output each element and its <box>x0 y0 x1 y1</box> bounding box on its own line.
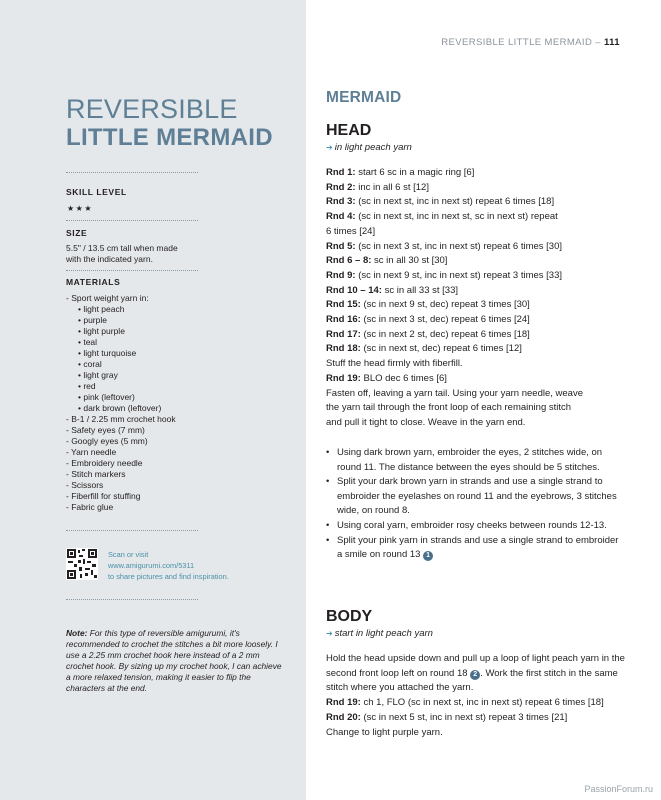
list-item: • light turquoise <box>66 348 296 359</box>
running-head: REVERSIBLE LITTLE MERMAID – 111 <box>441 37 620 48</box>
list-item: • teal <box>66 337 296 348</box>
divider <box>66 220 198 221</box>
list-item: • coral <box>66 359 296 370</box>
list-item: • dark brown (leftover) <box>66 403 296 414</box>
step-badge: 1 <box>423 551 433 561</box>
list-item: - Scissors <box>66 480 104 490</box>
title-line-2: LITTLE MERMAID <box>66 124 273 151</box>
step-badge: 2 <box>470 670 480 680</box>
list-item: • Using coral yarn, embroider rosy cheeks between rounds 12-13. <box>326 519 626 534</box>
body-yarn-note: ➔ start in light peach yarn <box>326 628 433 639</box>
skill-level-label: SKILL LEVEL <box>66 187 127 197</box>
qr-caption: Scan or visit www.amigurumi.com/5311 to share pictures and find inspiration. <box>108 550 229 581</box>
title-line-1: REVERSIBLE <box>66 94 238 124</box>
list-item: • purple <box>66 315 296 326</box>
arrow-right-icon: ➔ <box>326 629 333 638</box>
skill-stars: ★★★ <box>67 204 94 213</box>
list-item: • light gray <box>66 370 296 381</box>
list-item: - Googly eyes (5 mm) <box>66 436 148 446</box>
size-text: 5.5" / 13.5 cm tall when made with the indicated yarn. <box>66 243 178 264</box>
list-item: • light purple <box>66 326 296 337</box>
divider <box>66 530 198 531</box>
list-item: • Using dark brown yarn, embroider the eyes, 2 stitches wide, on round 11. The distance between the eyes should be 5 stitches. <box>326 446 626 475</box>
divider <box>66 270 198 271</box>
list-item: • light peach <box>66 304 296 315</box>
arrow-right-icon: ➔ <box>326 143 333 152</box>
page-number: 111 <box>603 37 620 48</box>
website-link[interactable]: www.amigurumi.com/5311 <box>108 561 195 570</box>
embroidery-list <box>326 446 626 563</box>
note-text: Note: For this type of reversible amigurumi, it's recommended to crochet the stitches a bit more loosely. I use a 2.25 mm crochet hook here instead of a 2 mm crochet hook. By sizing up my crochet hook, I can achieve a more relaxed tension, making it easier to flip the characters at the end. <box>66 628 282 693</box>
list-item: • Split your dark brown yarn in strands and use a single strand to embroider the eyelashes on round 11 and the eyebrows, 3 stitches wide, on round 8. <box>326 475 626 519</box>
list-item: • pink (leftover) <box>66 392 296 403</box>
divider <box>66 599 198 600</box>
materials-label: MATERIALS <box>66 277 121 287</box>
head-instructions: Rnd 1: start 6 sc in a magic ring [6] Rnd 2: inc in all 6 st [12] Rnd 3: (sc in next st, inc in next st) repeat 6 times [18] Rnd 4: (sc in next st, inc in next st, sc in next st) repeat 6 times [24] Rnd 5: (sc in next 3 st, inc in next st) repeat 6 times [30] Rnd 6 – 8: sc in all 30 st [30] Rnd 9: (sc in next 9 st, inc in next st) repeat 3 times [33] Rnd 10 – 14: sc in all 33 st [33] Rnd 15: (sc in next 9 st, dec) repeat 3 times [30] Rnd 16: (sc in next 3 st, dec) repeat 6 times [24] Rnd 17: (sc in next 2 st, dec) repeat 6 times [18] Rnd 18: (sc in next st, dec) repeat 6 times [12] Stuff the head firmly with fiberfill. Rnd 19: BLO dec 6 times [6] Fasten off, leaving a yarn tail. Using your yarn needle, weave the yarn tail through the front loop of each remaining stitch and pull it tight to close. Weave in the yarn end. <box>326 167 583 428</box>
body-heading: BODY <box>326 608 373 625</box>
list-item: - Yarn needle <box>66 447 117 457</box>
head-yarn-note: ➔ in light peach yarn <box>326 142 412 153</box>
list-item: • red <box>66 381 296 392</box>
list-item: - Fiberfill for stuffing <box>66 491 141 501</box>
list-item: - Safety eyes (7 mm) <box>66 425 145 435</box>
size-label: SIZE <box>66 228 88 238</box>
pattern-title <box>66 94 296 152</box>
body-instructions: Hold the head upside down and pull up a loop of light peach yarn in the second front loop left on round 18 2 . Work the first stitch in the same stitch where you attached the yarn. Rnd 19: ch 1, FLO (sc in next st, inc in next st) repeat 6 times [18] Rnd 20: (sc in next 5 st, inc in next st) repeat 3 times [21] Change to light purple yarn. <box>326 653 625 738</box>
list-item: - Sport weight yarn in: <box>66 293 149 303</box>
qr-code-icon[interactable] <box>66 548 98 580</box>
list-item: - Embroidery needle <box>66 458 143 468</box>
list-item: - Fabric glue <box>66 502 114 512</box>
list-item: • Split your pink yarn in strands and use a single strand to embroider a smile on round 13 1 <box>326 534 626 563</box>
divider <box>66 172 198 173</box>
list-item: - Stitch markers <box>66 469 126 479</box>
head-heading: HEAD <box>326 122 372 139</box>
watermark: PassionForum.ru <box>584 784 653 794</box>
section-title: MERMAID <box>326 89 402 106</box>
list-item: - B-1 / 2.25 mm crochet hook <box>66 414 176 424</box>
materials-list <box>66 293 296 513</box>
